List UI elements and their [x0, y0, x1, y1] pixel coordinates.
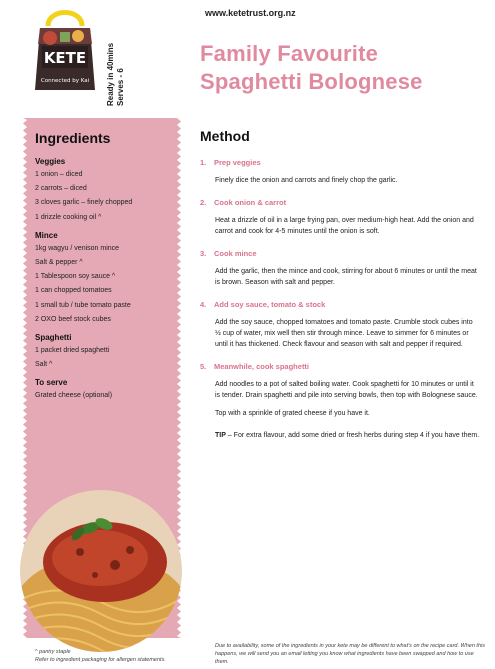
ingredient-item: 1 onion – diced	[35, 171, 83, 178]
ingredient-item: Grated cheese (optional)	[35, 392, 113, 400]
step-paragraph: Top with a sprinkle of grated cheese if you have it.	[215, 410, 370, 417]
method-step	[200, 198, 480, 237]
ingredient-group	[35, 231, 175, 327]
ingredient-list	[35, 242, 175, 327]
ingredient-group	[35, 157, 175, 225]
kete-logo	[30, 4, 100, 96]
step-paragraph: Finely dice the onion and carrots and finely chop the garlic.	[215, 177, 398, 184]
ingredient-item: 3 cloves garlic – finely chopped	[35, 199, 133, 207]
title-line-1: Family Favourite	[200, 41, 379, 66]
step-body	[200, 215, 480, 237]
ingredient-item: Salt & pepper ^	[35, 259, 83, 267]
step-number: 4.	[200, 300, 207, 309]
ingredient-item: 1kg wagyu / venison mince	[35, 244, 120, 252]
ingredient-group-heading: Spaghetti	[35, 333, 72, 343]
method-section	[200, 128, 480, 441]
ingredient-groups	[35, 157, 175, 404]
ingredient-group-heading: Veggies	[35, 157, 66, 166]
logo-tagline: Connected by Kai	[40, 78, 90, 84]
pantry-note	[35, 648, 166, 664]
step-body	[200, 317, 480, 350]
step-number: 5.	[200, 362, 207, 371]
step-number: 1.	[200, 158, 207, 167]
ingredients-title: Ingredients	[35, 130, 111, 146]
step-body	[200, 379, 480, 419]
step-heading	[200, 158, 480, 167]
ingredient-item: 2 carrots – diced	[35, 185, 87, 193]
step-heading-text: Cook onion & carrot	[214, 198, 287, 207]
method-step	[200, 158, 480, 186]
title-line-2: Spaghetti Bolognese	[200, 69, 423, 94]
ingredient-item: 1 packet dried spaghetti	[35, 347, 110, 355]
step-body	[200, 266, 480, 288]
ingredient-item: 1 small tub / tube tomato paste	[35, 301, 131, 309]
tip-note	[200, 430, 480, 441]
ingredient-item: 1 drizzle cooking oil ^	[35, 213, 102, 221]
step-paragraph: Add noodles to a pot of salted boiling water. Cook spaghetti for 10 minutes or until it is tender. Drain spaghetti and pile into serving bowls, then top with Bolognese sauce.	[215, 381, 478, 399]
step-body	[200, 175, 480, 186]
step-heading-text: Meanwhile, cook spaghetti	[214, 362, 310, 371]
ingredient-list	[35, 168, 175, 225]
step-heading-text: Add soy sauce, tomato & stock	[214, 300, 326, 309]
ingredient-list	[35, 344, 175, 372]
step-heading	[200, 198, 480, 207]
method-steps	[200, 158, 480, 419]
ingredient-group-heading: Mince	[35, 230, 58, 240]
step-heading-text: Cook mince	[214, 249, 257, 258]
ingredient-item: 1 can chopped tomatoes	[35, 287, 112, 295]
availability-disclaimer: Due to availability, some of the ingredients in your kete may be different to what's on the recipe card. When this happens, we will send you an email letting you know what ingredients have been swapped and how to use them.	[215, 643, 485, 665]
method-step	[200, 249, 480, 288]
step-heading	[200, 362, 480, 371]
step-heading	[200, 300, 480, 309]
method-step	[200, 300, 480, 350]
recipe-meta	[106, 14, 124, 104]
website-url[interactable]: www.ketetrust.org.nz	[205, 8, 296, 18]
step-heading	[200, 249, 480, 258]
ingredient-item: Salt ^	[35, 361, 53, 369]
ingredient-item: 2 OXO beef stock cubes	[35, 315, 111, 323]
ingredient-group	[35, 333, 175, 372]
ingredient-group	[35, 378, 175, 403]
logo-wordmark: KETE	[43, 49, 87, 67]
step-heading-text: Prep veggies	[214, 158, 261, 167]
allergen-note: Refer to ingredient packaging for allergen statements.	[35, 657, 166, 663]
spaghetti-bolognese-photo	[20, 490, 182, 652]
tip-text: – For extra flavour, add some dried or fresh herbs during step 4 if you have them.	[225, 432, 480, 439]
method-title: Method	[200, 128, 250, 144]
ingredient-list	[35, 389, 175, 403]
ingredient-item: 1 Tablespoon soy sauce ^	[35, 273, 116, 281]
recipe-title	[200, 40, 490, 96]
step-number: 3.	[200, 249, 207, 258]
step-paragraph: Add the garlic, then the mince and cook, stirring for about 6 minutes or until the meat is brown. Season with salt and pepper.	[215, 268, 477, 286]
ready-time: Ready in 40mins	[106, 42, 115, 106]
ingredient-group-heading: To serve	[35, 378, 68, 388]
step-paragraph: Add the soy sauce, chopped tomatoes and tomato paste. Crumble stock cubes into ½ cup of water, mix well then stir through mince. Leave to simmer for 6 minutes or until it has thickened. Check flavour and season with salt and pepper if required.	[215, 319, 473, 348]
step-paragraph: Heat a drizzle of oil in a large frying pan, over medium-high heat. Add the onion and carrot and cook for 4-5 minutes until the onion is soft.	[215, 217, 474, 235]
tip-label: TIP	[215, 432, 226, 439]
method-step	[200, 362, 480, 419]
pantry-staple-note: ^ pantry staple	[35, 649, 71, 655]
serves: Serves - 6	[116, 68, 125, 106]
step-number: 2.	[200, 198, 207, 207]
